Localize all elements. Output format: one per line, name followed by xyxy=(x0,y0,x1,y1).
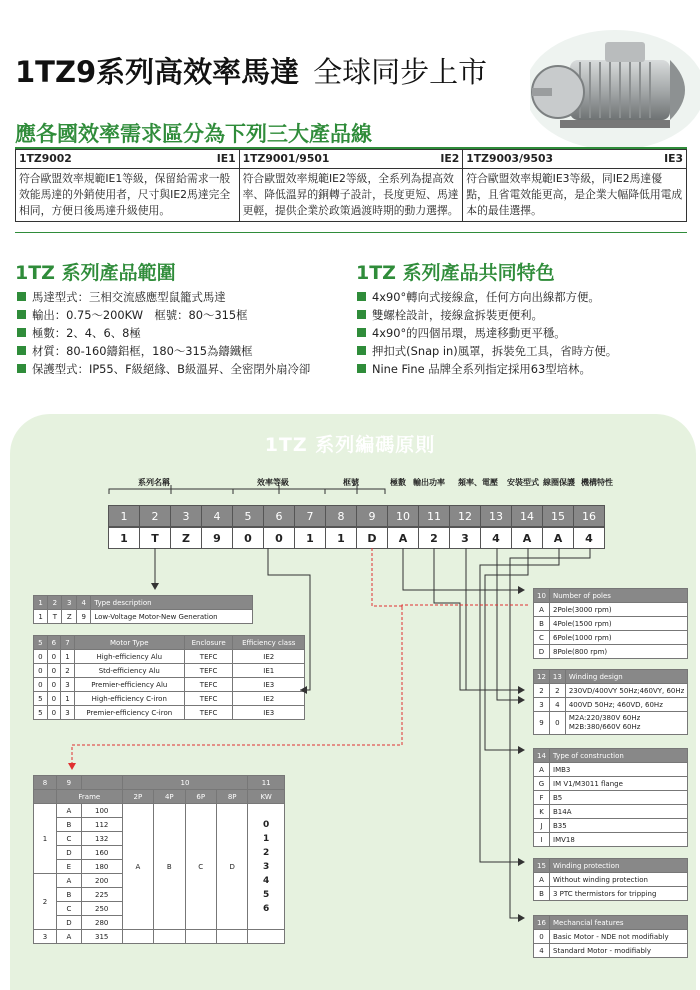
type-table: 1 2 3 4 Type description 1 T Z 9 Low-Voltage Motor-New Generation xyxy=(33,595,253,624)
code-cell: 3 xyxy=(450,528,481,549)
table-row: 2 A 200 xyxy=(34,874,285,888)
position-row xyxy=(108,505,605,527)
position-cell: 1 xyxy=(109,506,140,527)
table-row: B 112 xyxy=(34,818,285,832)
table-row: E 180 xyxy=(34,860,285,874)
poles-table: 10 Number of poles A 2Pole(3000 rpm) B 4Pole(1500 rpm) C 6Pole(1000 rpm) D 8Pole(800 rpm) xyxy=(533,588,688,659)
motor-type-table: 5 6 7 Motor Type Enclosure Efficiency class 0 0 1 High-efficiency Alu TEFC IE2 0 0 2 Std-efficiency Alu TEFC IE1 0 0 3 Premier-efficiency Alu TEFC IE3 5 0 1 High-efficiency C-iron TEFC IE2 5 0 3 Premier-efficiency C-iron TEFC IE3 xyxy=(33,635,305,720)
label-protection: 線圈保護 xyxy=(543,478,575,487)
table-row: F B5 xyxy=(534,791,688,805)
label-mechanical: 機構特性 xyxy=(581,478,613,487)
code-cell: 1 xyxy=(109,528,140,549)
title-sub: 全球同步上市 xyxy=(313,55,488,89)
code-cell: T xyxy=(140,528,171,549)
table-row: A IMB3 xyxy=(534,763,688,777)
list-item: Nine Fine 品牌全系列指定採用63型培林。 xyxy=(357,360,617,378)
mechanical-table: 16 Mechancial features 0 Basic Motor - NDE not modifiably 4 Standard Motor - modifiably xyxy=(533,915,688,958)
label-output: 輸出功率 xyxy=(413,478,445,487)
protection-table: 15 Winding protection A Without winding protection B 3 PTC thermistors for tripping xyxy=(533,858,688,901)
list-item: 保護型式：IP55、F級絕緣、B級溫昇、全密閉外扇冷卻 xyxy=(17,360,310,378)
list-item: 輸出：0.75～200KW 框號：80～315框 xyxy=(17,306,310,324)
position-cell: 16 xyxy=(574,506,605,527)
construction-table: 14 Type of construction A IMB3 G IM V1/M3011 flange F B5 K B14A J B35 I IMV18 xyxy=(533,748,688,847)
position-cell: 5 xyxy=(233,506,264,527)
table-row: G IM V1/M3011 flange xyxy=(534,777,688,791)
label-series: 系列名稱 xyxy=(138,478,170,487)
position-cell: 13 xyxy=(481,506,512,527)
table-row: B 225 xyxy=(34,888,285,902)
code-cell: 4 xyxy=(574,528,605,549)
position-cell: 10 xyxy=(388,506,419,527)
position-cell: 12 xyxy=(450,506,481,527)
table-row: 3 A 315 xyxy=(34,930,285,944)
range-list xyxy=(17,288,310,378)
label-poles: 極數 xyxy=(390,478,406,487)
product-line-desc: 符合歐盟效率規範IE2等級，全系列為提高效率、降低溫昇的銅轉子設計，長度更短、馬達更輕，提供企業於政策過渡時期的動力選擇。 xyxy=(239,169,463,222)
position-cell: 14 xyxy=(512,506,543,527)
title-main: 1TZ9系列高效率馬達 xyxy=(15,55,300,89)
position-cell: 11 xyxy=(419,506,450,527)
table-row: J B35 xyxy=(534,819,688,833)
table-row: B 3 PTC thermistors for tripping xyxy=(534,887,688,901)
table-row: 0 0 3 Premier-efficiency Alu TEFC IE3 xyxy=(34,678,305,692)
table-row: 0 0 1 High-efficiency Alu TEFC IE2 xyxy=(34,650,305,664)
table-row: C 250 xyxy=(34,902,285,916)
page-title xyxy=(15,50,487,91)
label-frame: 框號 xyxy=(343,478,359,487)
code-cell: 4 xyxy=(481,528,512,549)
position-cell: 2 xyxy=(140,506,171,527)
list-item: 材質：80-160鑄鋁框，180～315為鑄鐵框 xyxy=(17,342,310,360)
coding-heading: 1TZ 系列編碼原則 xyxy=(264,434,436,456)
table-row: K B14A xyxy=(534,805,688,819)
code-cell: 2 xyxy=(419,528,450,549)
position-cell: 7 xyxy=(295,506,326,527)
table-row: A Without winding protection xyxy=(534,873,688,887)
table-row: D 160 xyxy=(34,846,285,860)
table-row: 0 Basic Motor - NDE not modifiably xyxy=(534,930,688,944)
position-cell: 9 xyxy=(357,506,388,527)
code-row xyxy=(108,527,605,549)
list-item: 馬達型式：三相交流感應型鼠籠式馬達 xyxy=(17,288,310,306)
product-lines-table xyxy=(15,149,687,222)
product-line-name: 1TZ9002 IE1 xyxy=(16,150,240,169)
code-cell: A xyxy=(543,528,574,549)
table-row: 1 A 100 A B C D 0 1 2 3 4 5 6 xyxy=(34,804,285,818)
table-row: C 6Pole(1000 rpm) xyxy=(534,631,688,645)
list-item: 雙螺栓設計，接線盒拆裝更便利。 xyxy=(357,306,617,324)
product-line-desc: 符合歐盟效率規範IE1等級，保留給需求一般效能馬達的外銷使用者，尺寸與IE2馬達完全相同，方便日後馬達升級使用。 xyxy=(16,169,240,222)
table-row: 5 0 1 High-efficiency C-iron TEFC IE2 xyxy=(34,692,305,706)
divider xyxy=(15,232,687,233)
table-row: 4 Standard Motor - modifiably xyxy=(534,944,688,958)
label-mounting: 安裝型式 xyxy=(507,478,539,487)
position-cell: 6 xyxy=(264,506,295,527)
section-heading-product-lines: 應各國效率需求區分為下列三大產品線 xyxy=(15,122,372,146)
table-row: D 8Pole(800 rpm) xyxy=(534,645,688,659)
table-row: I IMV18 xyxy=(534,833,688,847)
product-line-name: 1TZ9003/9503 IE3 xyxy=(463,150,687,169)
table-row: 0 0 2 Std-efficiency Alu TEFC IE1 xyxy=(34,664,305,678)
code-cell: 0 xyxy=(233,528,264,549)
product-line-desc: 符合歐盟效率規範IE3等級，同IE2馬達優點，且省電效能更高，是企業大幅降低用電成本的最佳選擇。 xyxy=(463,169,687,222)
code-cell: 9 xyxy=(202,528,233,549)
label-efficiency: 效率等級 xyxy=(257,478,289,487)
code-cell: 1 xyxy=(295,528,326,549)
code-cell: 1 xyxy=(326,528,357,549)
list-item: 4x90°的四個吊環，馬達移動更平穩。 xyxy=(357,324,617,342)
table-row: 5 0 3 Premier-efficiency C-iron TEFC IE3 xyxy=(34,706,305,720)
motor-image xyxy=(530,20,700,160)
code-cell: A xyxy=(512,528,543,549)
label-voltage: 頻率、電壓 xyxy=(458,478,498,487)
frame-table: 8 9 10 11 Frame 2P 4P 6P 8P KW 1 A 100 A B C D 0 1 2 3 4 5 6 B 112 C 132 D 160 E 180 2 A 200 B 225 C 250 D 280 3 A 315 xyxy=(33,775,285,944)
list-item: 4x90°轉向式接線盒，任何方向出線都方便。 xyxy=(357,288,617,306)
list-item: 押扣式(Snap in)風罩，拆裝免工具，省時方便。 xyxy=(357,342,617,360)
position-cell: 8 xyxy=(326,506,357,527)
list-item: 極數：2、4、6、8極 xyxy=(17,324,310,342)
code-cell: 0 xyxy=(264,528,295,549)
position-cell: 4 xyxy=(202,506,233,527)
table-row: D 280 xyxy=(34,916,285,930)
table-row: A 2Pole(3000 rpm) xyxy=(534,603,688,617)
position-cell: 3 xyxy=(171,506,202,527)
product-line-name: 1TZ9001/9501 IE2 xyxy=(239,150,463,169)
range-heading: 1TZ 系列產品範圍 xyxy=(15,262,176,284)
position-cell: 15 xyxy=(543,506,574,527)
code-cell: A xyxy=(388,528,419,549)
table-row: B 4Pole(1500 rpm) xyxy=(534,617,688,631)
winding-table: 12 13 Winding design 2 2 230VD/400VY 50Hz;460VY, 60Hz 3 4 400VD 50Hz; 460VD, 60Hz 9 0 M2A:220/380V 60Hz M2B:380/660V 60Hz xyxy=(533,669,688,735)
code-cell: Z xyxy=(171,528,202,549)
features-heading: 1TZ 系列產品共同特色 xyxy=(356,262,555,284)
features-list xyxy=(357,288,617,378)
table-row: C 132 xyxy=(34,832,285,846)
code-cell: D xyxy=(357,528,388,549)
